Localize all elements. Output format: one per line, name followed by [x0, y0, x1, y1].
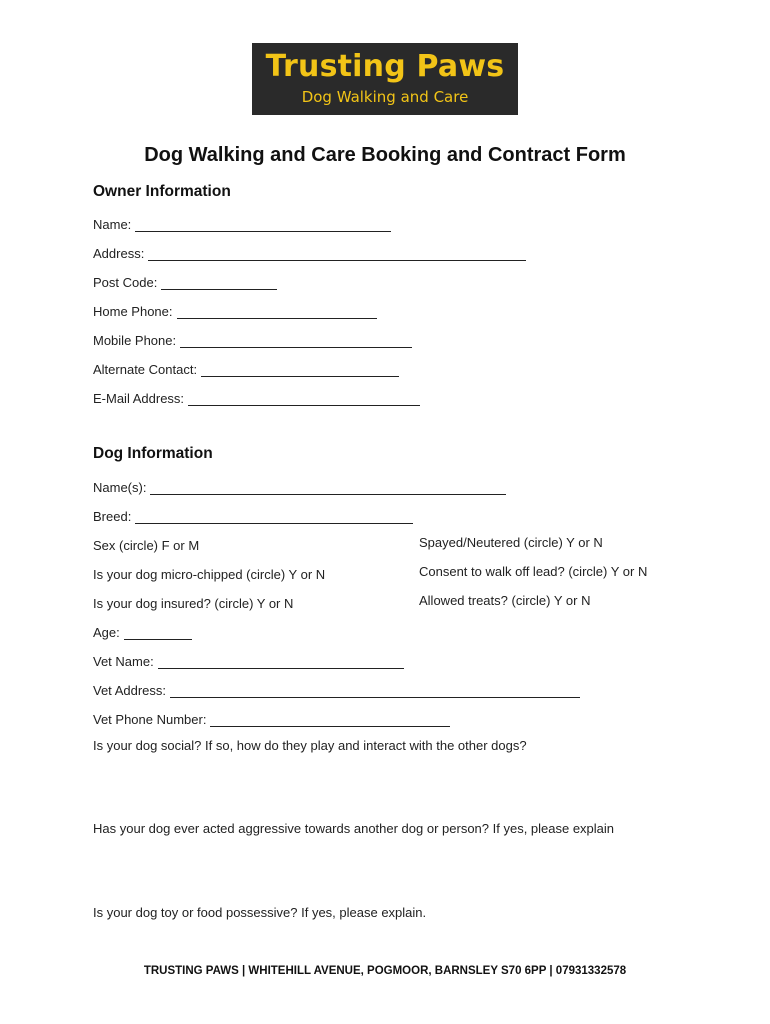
- home-phone-label: Home Phone:: [93, 304, 173, 319]
- dog-names-field[interactable]: [150, 480, 506, 495]
- sex-question[interactable]: Sex (circle) F or M: [93, 538, 200, 553]
- alternate-contact-label: Alternate Contact:: [93, 362, 198, 377]
- logo-subtitle: Dog Walking and Care: [301, 88, 469, 106]
- vet-name-label: Vet Name:: [93, 654, 154, 669]
- breed-row: [93, 506, 413, 524]
- dog-section-heading: Dog Information: [93, 445, 213, 462]
- post-code-row: [93, 272, 277, 290]
- form-title: Dog Walking and Care Booking and Contract Form: [144, 144, 626, 166]
- vet-name-row: [93, 651, 404, 669]
- vet-phone-field[interactable]: [210, 712, 450, 727]
- footer: TRUSTING PAWS | WHITEHILL AVENUE, POGMOOR, BARNSLEY S70 6PP | 07931332578: [143, 965, 627, 977]
- alternate-contact-row: [93, 359, 399, 377]
- mobile-phone-row: [93, 330, 412, 348]
- age-label: Age:: [93, 625, 120, 640]
- owner-address-field[interactable]: [148, 246, 526, 261]
- aggressive-question: Has your dog ever acted aggressive towards another dog or person? If yes, please explain: [93, 821, 615, 836]
- owner-name-row: [93, 214, 391, 232]
- mobile-phone-field[interactable]: [180, 333, 412, 348]
- owner-name-field[interactable]: [135, 217, 391, 232]
- post-code-field[interactable]: [161, 275, 277, 290]
- vet-phone-label: Vet Phone Number:: [93, 712, 207, 727]
- vet-address-field[interactable]: [170, 683, 580, 698]
- owner-address-row: [93, 243, 526, 261]
- email-row: [93, 388, 420, 406]
- vet-address-row: [93, 680, 580, 698]
- owner-name-label: Name:: [93, 217, 132, 232]
- breed-label: Breed:: [93, 509, 132, 524]
- dog-names-label: Name(s):: [93, 480, 147, 495]
- treats-question[interactable]: Allowed treats? (circle) Y or N: [419, 593, 591, 608]
- home-phone-row: [93, 301, 377, 319]
- owner-section-heading: Owner Information: [93, 183, 231, 200]
- home-phone-field[interactable]: [177, 304, 377, 319]
- off-lead-question[interactable]: Consent to walk off lead? (circle) Y or N: [419, 564, 648, 579]
- social-question: Is your dog social? If so, how do they play and interact with the other dogs?: [93, 738, 527, 753]
- dog-names-row: [93, 477, 506, 495]
- alternate-contact-field[interactable]: [201, 362, 399, 377]
- age-row: [93, 622, 192, 640]
- vet-name-field[interactable]: [158, 654, 404, 669]
- email-label: E-Mail Address:: [93, 391, 185, 406]
- age-field[interactable]: [124, 625, 192, 640]
- logo: [252, 43, 518, 115]
- vet-address-label: Vet Address:: [93, 683, 166, 698]
- microchipped-question[interactable]: Is your dog micro-chipped (circle) Y or N: [93, 567, 326, 582]
- owner-address-label: Address:: [93, 246, 145, 261]
- post-code-label: Post Code:: [93, 275, 158, 290]
- mobile-phone-label: Mobile Phone:: [93, 333, 177, 348]
- email-field[interactable]: [188, 391, 420, 406]
- possessive-question: Is your dog toy or food possessive? If yes, please explain.: [93, 905, 427, 920]
- logo-title: Trusting Paws: [265, 49, 505, 84]
- insured-question[interactable]: Is your dog insured? (circle) Y or N: [93, 596, 294, 611]
- breed-field[interactable]: [135, 509, 413, 524]
- vet-phone-row: [93, 709, 450, 727]
- spayed-question[interactable]: Spayed/Neutered (circle) Y or N: [419, 535, 603, 550]
